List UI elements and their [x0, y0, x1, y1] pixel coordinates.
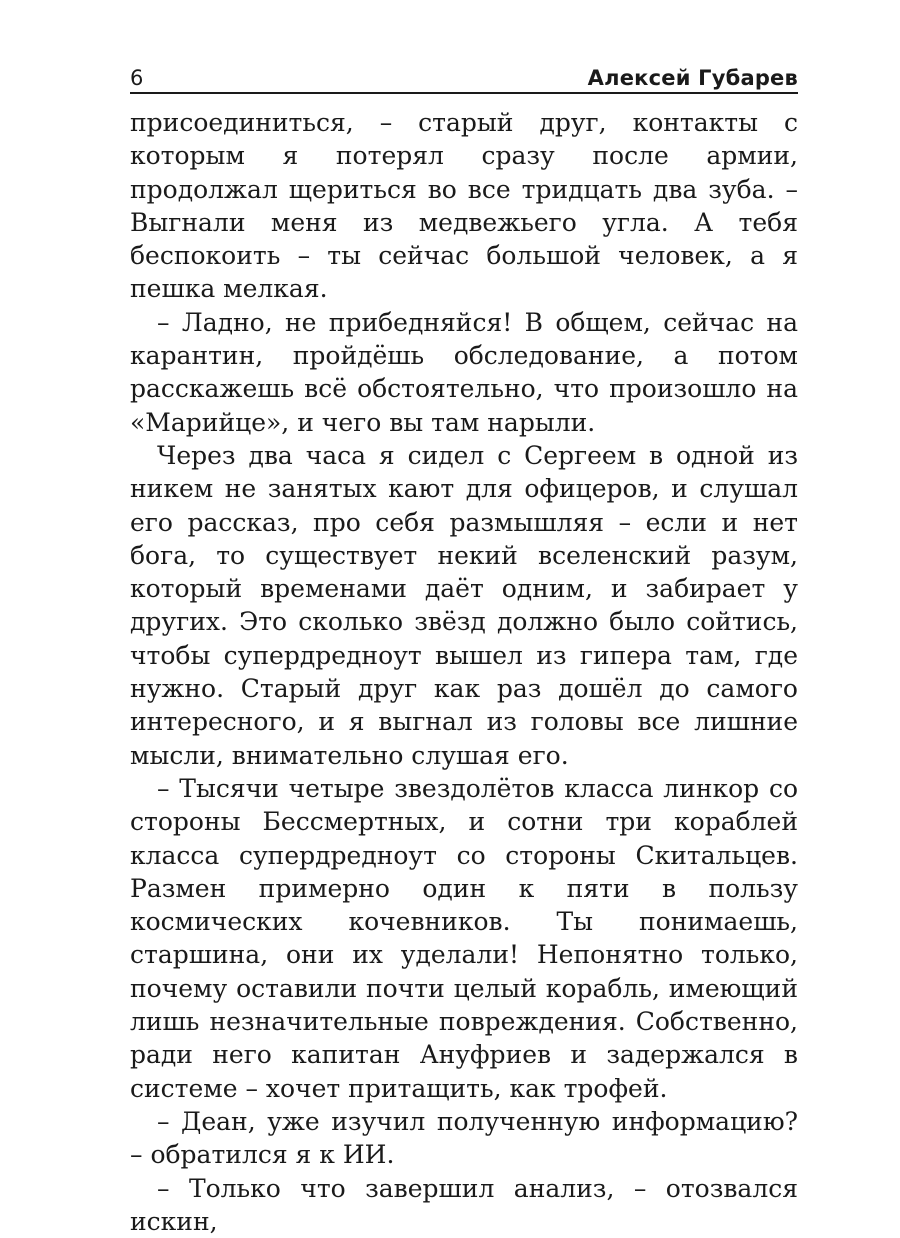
- body-text: [130, 106, 798, 1238]
- book-page: [130, 56, 798, 1238]
- paragraph: Через два часа я сидел с Сергеем в одной из никем не занятых кают для офицеров, и слушал его рассказ, про себя размышляя – если и нет бога, то существует некий вселенский разум, который временами даёт одним, и забирает у других. Это сколько звёзд должно было сойтись, чтобы супердредноут вышел из гипера там, где нужно. Старый друг как раз дошёл до самого интересного, и я выгнал из головы все лишние мысли, внимательно слушая его.: [130, 439, 798, 772]
- paragraph: присоединиться, – старый друг, контакты с которым я потерял сразу после армии, продолжал щериться во все тридцать два зуба. – Выгнали меня из медвежьего угла. А тебя беспокоить – ты сейчас большой человек, а я пешка мелкая.: [130, 106, 798, 306]
- paragraph: – Ладно, не прибедняйся! В общем, сейчас на карантин, пройдёшь обследование, а потом расскажешь всё обстоятельно, что произошло на «Марийце», и чего вы там нарыли.: [130, 306, 798, 439]
- paragraph: – Только что завершил анализ, – отозвался искин,: [130, 1172, 798, 1238]
- paragraph: – Деан, уже изучил полученную информацию? – обратился я к ИИ.: [130, 1105, 798, 1172]
- paragraph: – Тысячи четыре звездолётов класса линкор со стороны Бессмертных, и сотни три кораблей класса супердредноут со стороны Скитальцев. Размен примерно один к пяти в пользу космических кочевников. Ты понимаешь, старшина, они их уделали! Непонятно только, почему оставили почти целый корабль, имеющий лишь незначительные повреждения. Собственно, ради него капитан Ануфриев и задержался в системе – хочет притащить, как трофей.: [130, 772, 798, 1105]
- running-head: [130, 56, 798, 94]
- author-name: Алексей Губарев: [588, 66, 798, 90]
- page-number: 6: [130, 66, 144, 90]
